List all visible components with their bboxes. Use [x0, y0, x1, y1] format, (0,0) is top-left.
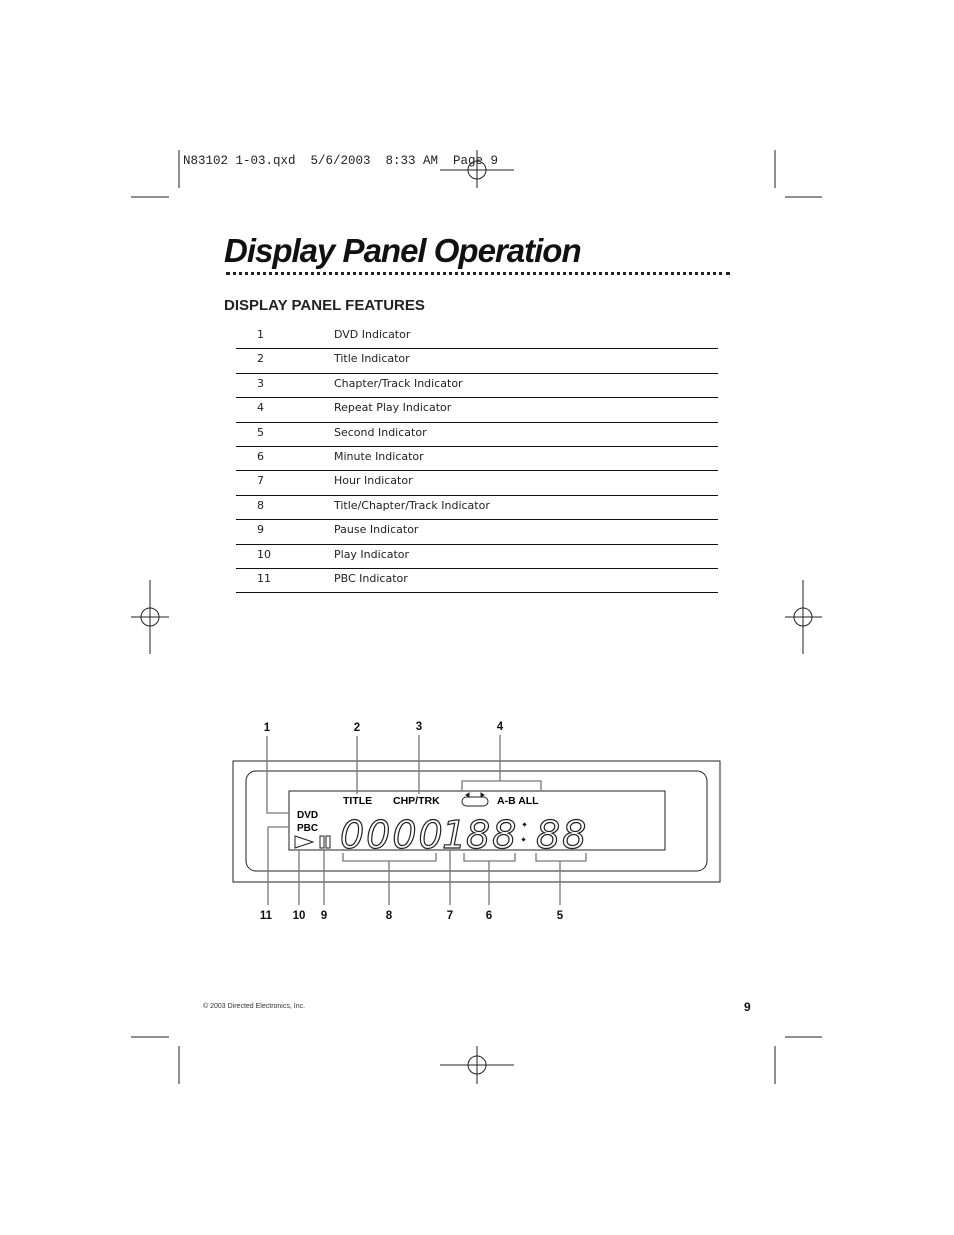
- page-number: 9: [744, 1000, 751, 1014]
- callout-11: 11: [259, 910, 273, 922]
- feature-number: 7: [257, 474, 264, 488]
- feature-label: Repeat Play Indicator: [334, 401, 452, 415]
- feature-label: Minute Indicator: [334, 449, 424, 463]
- page-title: Display Panel Operation: [224, 232, 581, 269]
- callout-9: 9: [320, 910, 328, 922]
- feature-label: Play Indicator: [334, 547, 410, 561]
- feature-label: Title Indicator: [334, 352, 410, 366]
- section-heading: DISPLAY PANEL FEATURES: [224, 297, 425, 314]
- lcd-pbc-label: PBC: [297, 823, 319, 834]
- feature-number: 3: [257, 376, 264, 390]
- print-slug: N83102 1-03.qxd 5/6/2003 8:33 AM Page 9: [183, 154, 499, 168]
- callout-3: 3: [415, 721, 423, 733]
- callout-10: 10: [292, 910, 306, 922]
- feature-number: 9: [257, 523, 264, 537]
- lcd-title-label: TITLE: [343, 795, 373, 807]
- feature-number: 2: [257, 352, 264, 366]
- lcd-chptrk-label: CHP/TRK: [393, 795, 440, 807]
- feature-label: Chapter/Track Indicator: [334, 376, 463, 390]
- feature-number: 4: [257, 401, 264, 415]
- feature-label: Hour Indicator: [334, 474, 413, 488]
- feature-label: Pause Indicator: [334, 523, 419, 537]
- feature-label: Second Indicator: [334, 425, 427, 439]
- feature-label: DVD Indicator: [334, 328, 411, 341]
- repeat-icon: [462, 793, 488, 806]
- lcd-colon: [521, 822, 526, 841]
- lcd-minute-digits: 88: [466, 813, 519, 857]
- feature-number: 10: [257, 547, 271, 561]
- lcd-ab-all-label: A-B ALL: [497, 795, 539, 807]
- feature-number: 11: [257, 571, 271, 585]
- callout-5: 5: [556, 910, 564, 922]
- lcd-title-chapter-digits: 0000: [340, 813, 445, 857]
- feature-number: 5: [257, 425, 264, 439]
- feature-number: 6: [257, 449, 264, 463]
- pause-icon: [320, 836, 330, 848]
- feature-number: 8: [257, 498, 264, 512]
- feature-number: 1: [257, 328, 264, 341]
- callout-2: 2: [353, 722, 361, 734]
- callout-4: 4: [496, 721, 504, 733]
- lcd-dvd-label: DVD: [297, 810, 319, 821]
- feature-label: Title/Chapter/Track Indicator: [334, 498, 490, 512]
- callout-7: 7: [446, 910, 454, 922]
- play-icon: [295, 836, 313, 848]
- lcd-second-digits: 88: [536, 813, 589, 857]
- feature-label: PBC Indicator: [334, 571, 408, 585]
- callout-6: 6: [485, 910, 493, 922]
- callout-8: 8: [385, 910, 393, 922]
- lcd-hour-digit: 1: [442, 813, 467, 857]
- copyright-notice: © 2003 Directed Electronics, Inc.: [203, 1003, 306, 1010]
- callout-1: 1: [263, 722, 271, 734]
